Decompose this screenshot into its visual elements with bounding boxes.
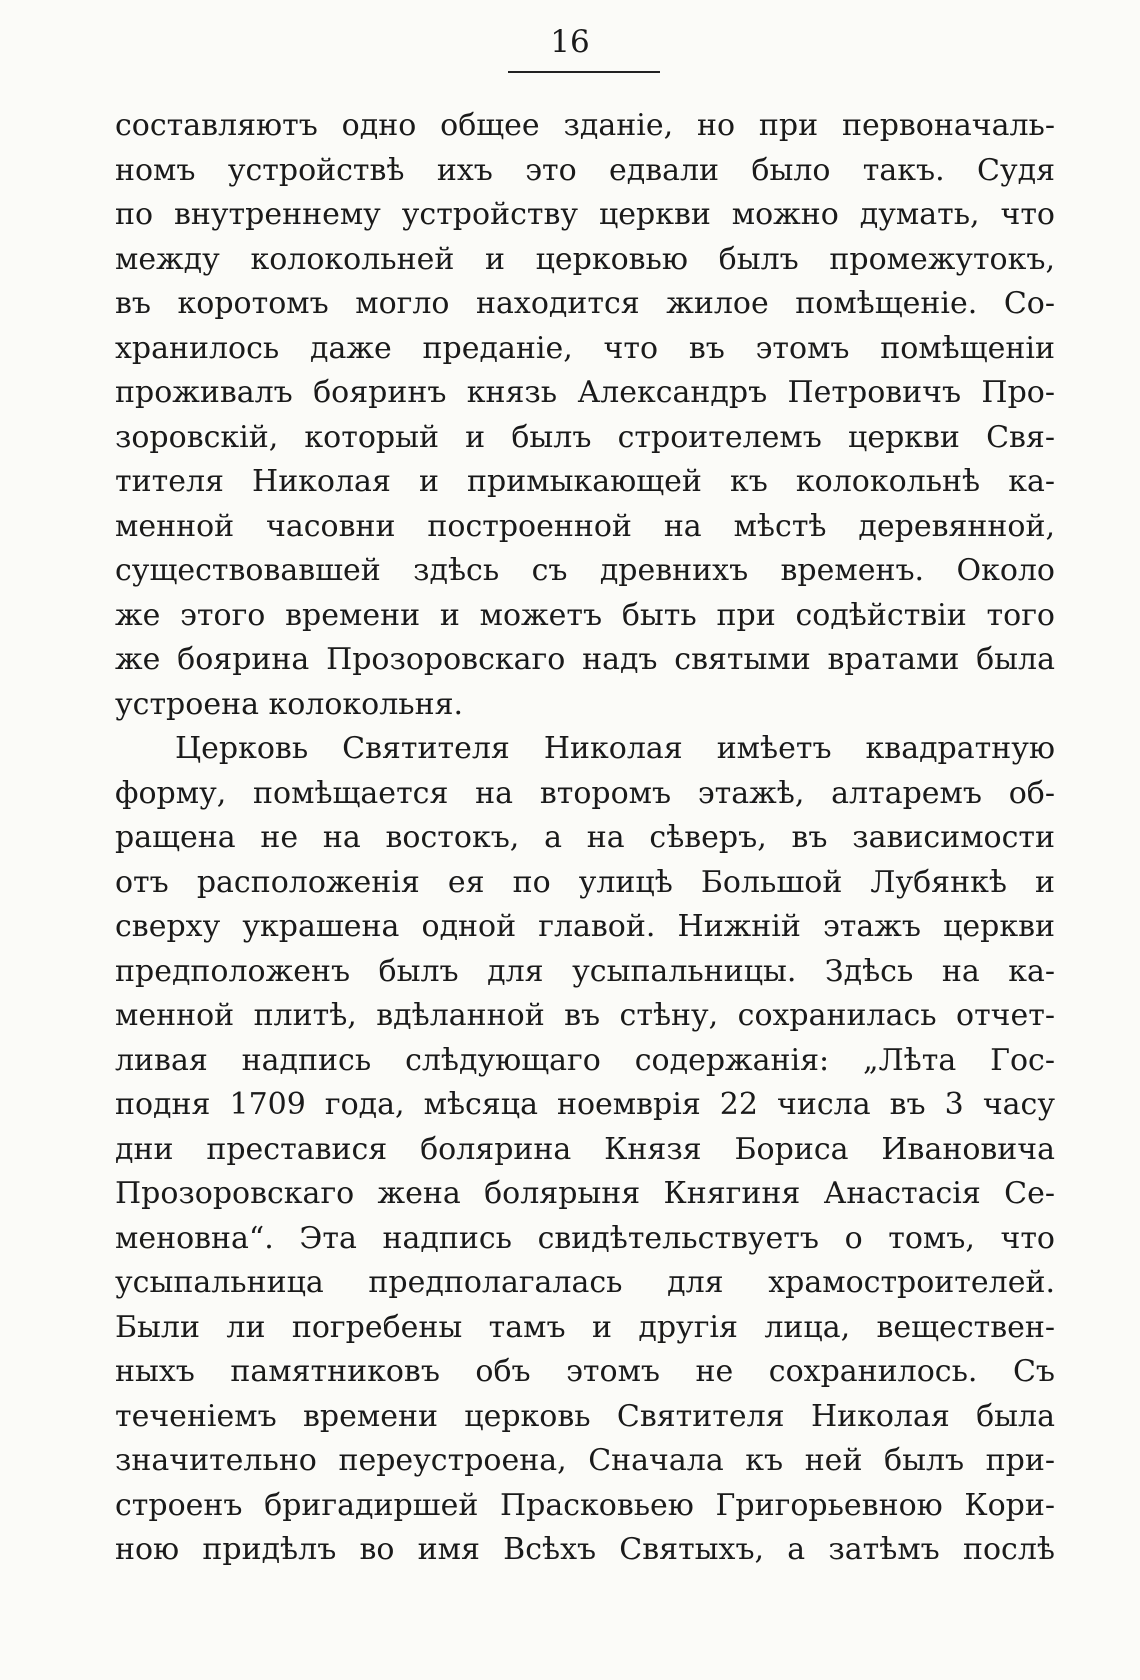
text-line: меновна“. Эта надпись свидѣтельствуетъ о томъ, что (115, 1220, 1055, 1256)
text-line: Церковь Святителя Николая имѣетъ квадратную (175, 731, 1055, 766)
text-line: существовавшей здѣсь съ древнихъ временъ. Около (115, 553, 1055, 588)
text-line: номъ устройствѣ ихъ это едвали было такъ. Судя (115, 152, 1055, 188)
text-line: строенъ бригадиршей Прасковьею Григорьевною Кори- (115, 1487, 1055, 1523)
text-line: по внутреннему устройству церкви можно думать, что (115, 197, 1055, 232)
text-line: тителя Николая и примыкающей къ колокольнѣ ка- (115, 464, 1055, 499)
text-line: Были ли погребены тамъ и другія лица, веществен- (115, 1309, 1055, 1345)
body-text (115, 104, 1055, 1573)
text-line: ращена не на востокъ, а на сѣверъ, въ зависимости (115, 820, 1055, 855)
page-number: 16 (550, 24, 590, 60)
text-line: устроена колокольня. (115, 686, 464, 722)
text-line: сверху украшена одной главой. Нижній этажъ церкви (115, 909, 1055, 944)
text-line: теченіемъ времени церковь Святителя Николая была (115, 1398, 1055, 1434)
text-line: же этого времени и можетъ быть при содѣйствіи того (115, 597, 1055, 633)
text-line: усыпальница предполагалась для храмостроителей. (115, 1265, 1055, 1300)
text-line: отъ расположенія ея по улицѣ Большой Лубянкѣ и (115, 864, 1055, 900)
text-line: ныхъ памятниковъ объ этомъ не сохранилось. Съ (115, 1354, 1055, 1389)
text-line: предположенъ былъ для усыпальницы. Здѣсь на ка- (115, 953, 1055, 989)
text-line: значительно переустроена, Сначала къ ней былъ при- (115, 1443, 1055, 1478)
paragraph-2 (115, 727, 1055, 1573)
text-line: составляютъ одно общее зданіе, но при первоначаль- (115, 108, 1055, 143)
text-line: между колокольней и церковью былъ промежутокъ, (115, 241, 1055, 277)
text-line: проживалъ бояринъ князь Александръ Петровичъ Про- (115, 375, 1055, 410)
text-line: же боярина Прозоровскаго надъ святыми вратами была (115, 642, 1055, 677)
text-line: въ коротомъ могло находится жилое помѣщеніе. Со- (115, 286, 1055, 321)
text-line: дни преставися болярина Князя Бориса Ивановича (115, 1131, 1055, 1167)
text-line: зоровскій, который и былъ строителемъ церкви Свя- (115, 419, 1055, 455)
text-line: ною придѣлъ во имя Всѣхъ Святыхъ, а затѣмъ послѣ (115, 1532, 1055, 1567)
page-number-rule (508, 71, 660, 73)
text-line: Прозоровскаго жена болярыня Княгиня Анастасія Се- (115, 1176, 1055, 1211)
text-line: хранилось даже преданіе, что въ этомъ помѣщеніи (115, 330, 1055, 366)
text-line: форму, помѣщается на второмъ этажѣ, алтаремъ об- (115, 775, 1055, 811)
text-line: менной плитѣ, вдѣланной въ стѣну, сохранилась отчет- (115, 998, 1055, 1033)
text-line: менной часовни построенной на мѣстѣ деревянной, (115, 508, 1055, 544)
text-line: ливая надпись слѣдующаго содержанія: „Лѣта Гос- (115, 1042, 1055, 1078)
paragraph-1 (115, 104, 1055, 727)
text-line: подня 1709 года, мѣсяца ноемврія 22 числа въ 3 часу (115, 1087, 1055, 1122)
